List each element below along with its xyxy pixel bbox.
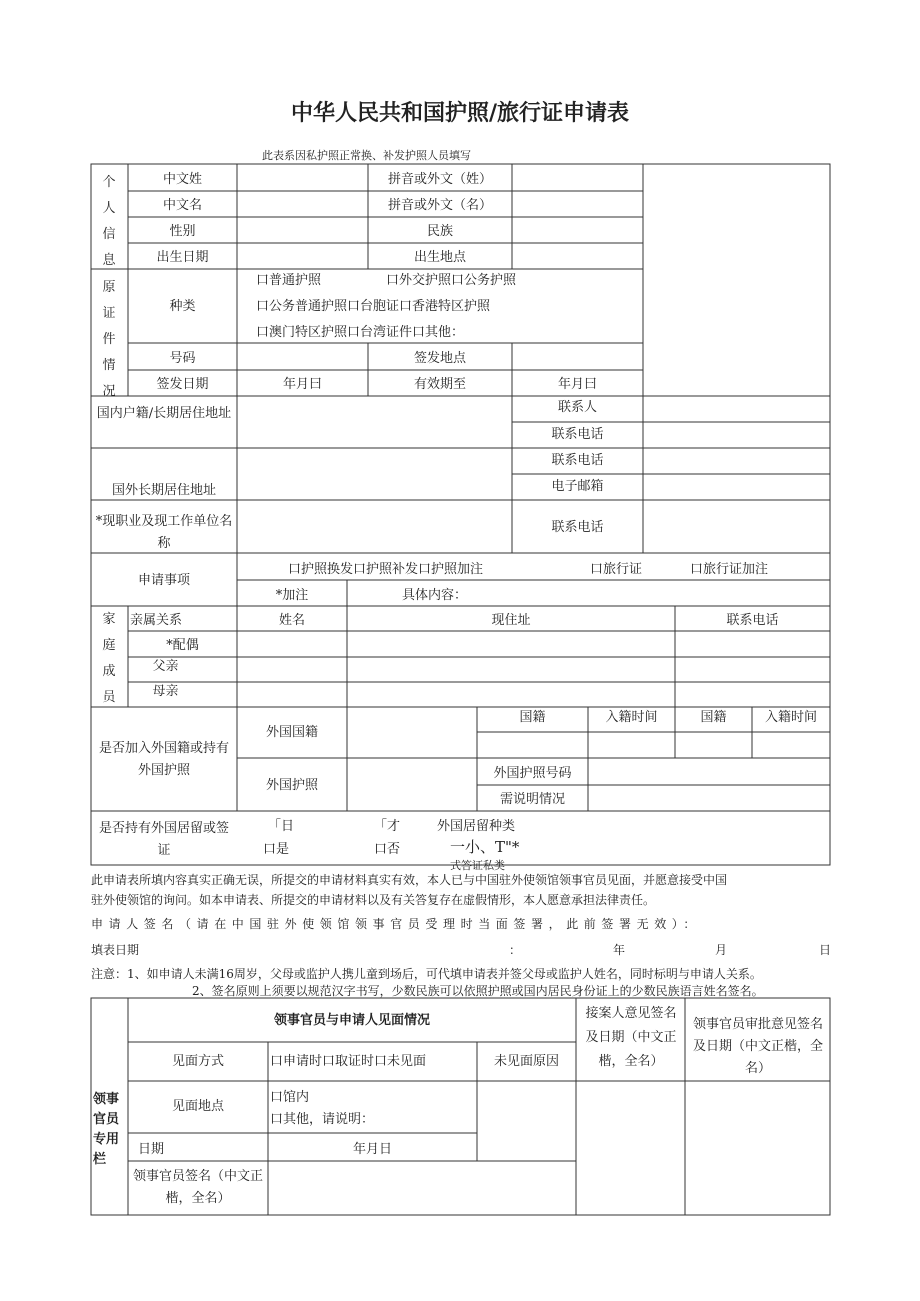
- ocr-misc: 一小、T"*: [450, 838, 520, 856]
- ocr-cut-text: 式答证私类: [450, 859, 505, 872]
- fill-date-day: 日: [819, 943, 832, 957]
- note-2: 2、签名原则上须要以规范汉字书写，少数民族可以依照护照或国内居民身份证上的少数民族语言姓名签名。: [192, 984, 764, 998]
- ocr-no-top: 「才: [374, 819, 401, 834]
- label-meet-place: 见面地点: [171, 1099, 224, 1114]
- residence-option-yes[interactable]: 口是: [263, 842, 290, 857]
- label-nationality-2: 国籍: [700, 710, 727, 725]
- form-subtitle: 此表系因私护照正常换、补发护照人员填写: [262, 149, 471, 162]
- label-family-name: 姓名: [278, 613, 305, 628]
- doc-type-option-diplomatic-service[interactable]: 口外交护照口公务护照: [386, 273, 517, 288]
- label-pinyin-surname: 拼音或外文（姓）: [387, 172, 492, 187]
- label-doc-number: 号码: [169, 351, 196, 366]
- label-endorse-content: 具体内容：: [402, 588, 468, 603]
- form-title: 中华人民共和国护照/旅行证申请表: [290, 101, 630, 126]
- label-residence-type: 外国居留种类: [437, 819, 516, 834]
- label-father: 父亲: [152, 659, 179, 674]
- label-work-phone: 联系电话: [551, 520, 604, 535]
- label-spouse: *配偶: [166, 638, 199, 653]
- label-family-address: 现住址: [491, 613, 531, 628]
- note-1: 注意：1、如申请人未满16周岁，父母或监护人携儿童到场后，可代填申请表并签父母或监护人姓名，同时标明与申请人关系。: [91, 967, 762, 981]
- label-application: 申请事项: [137, 573, 190, 588]
- label-official-date: 日期: [138, 1142, 165, 1157]
- residence-option-no[interactable]: 口否: [374, 842, 401, 857]
- declaration-date-line: [91, 940, 831, 960]
- declaration-signature-line: 申请人签名（请在中国驻外使领馆领事官员受理时当面签署，此前签署无效）：: [91, 917, 702, 931]
- label-birth-date: 出生日期: [156, 250, 209, 265]
- section-family-label: 家庭成员: [102, 612, 116, 705]
- label-meet-method: 见面方式: [171, 1054, 224, 1069]
- section-original-doc-label: 原证件情况: [102, 280, 116, 399]
- ocr-yes-top: 「日: [268, 819, 295, 834]
- official-date-ymd: 年月日: [352, 1142, 392, 1157]
- label-foreign-nationality-question: 是否加入外国籍或持有外国护照: [98, 741, 229, 778]
- label-endorse: *加注: [275, 588, 309, 603]
- label-birth-place: 出生地点: [413, 250, 466, 265]
- meet-place-option-other[interactable]: 口其他，请说明：: [270, 1112, 375, 1127]
- label-contact-person: 联系人: [557, 400, 597, 415]
- label-mother: 母亲: [152, 684, 179, 699]
- section-personal-label: 个人信息: [102, 175, 116, 268]
- application-option-travel-doc-endorse[interactable]: 口旅行证加注: [690, 562, 769, 577]
- label-relation: 亲属关系: [130, 613, 183, 628]
- label-work-unit: *现职业及现工作单位名称: [95, 514, 233, 551]
- label-issue-date: 签发日期: [156, 377, 209, 392]
- label-foreign-passport-no: 外国护照号码: [493, 766, 572, 781]
- label-nationality-1: 国籍: [519, 710, 546, 725]
- label-surname: 中文姓: [162, 172, 202, 187]
- fill-date-year: 年: [613, 943, 626, 957]
- label-valid-until: 有效期至: [413, 377, 466, 392]
- label-family-phone: 联系电话: [726, 613, 779, 628]
- fill-date-label: 填表日期: [91, 943, 140, 957]
- label-foreign-passport: 外国护照: [265, 778, 318, 793]
- fill-date-colon: ：: [509, 943, 522, 957]
- label-officer-sign: 领事官员签名（中文正楷，全名）: [132, 1169, 263, 1206]
- declaration-line-2: 驻外使领馆的询问。如本申请表、所提交的申请材料以及有关答复存在虚假情形，本人愿意承担法律责任。: [91, 893, 656, 907]
- official-meeting-header: 领事官员与申请人见面情况: [273, 1013, 430, 1028]
- section-official-label: 领事官员专用栏: [93, 1092, 120, 1167]
- label-naturalized-time-2: 入籍时间: [764, 710, 817, 725]
- application-option-travel-doc[interactable]: 口旅行证: [590, 562, 643, 577]
- valid-until-ymd: 年月曰: [557, 377, 597, 392]
- label-given-name: 中文名: [162, 198, 202, 213]
- meet-place-option-inside[interactable]: 口馆内: [270, 1090, 310, 1105]
- label-ethnicity: 民族: [426, 224, 453, 239]
- approver-opinion: 领事官员审批意见签名及日期（中文正楷，全名）: [692, 1017, 823, 1076]
- label-pinyin-given: 拼音或外文（名）: [387, 198, 492, 213]
- fill-date-month: 月: [715, 943, 728, 957]
- label-not-met-reason: 未见面原因: [493, 1054, 559, 1069]
- label-gender: 性别: [169, 224, 196, 239]
- doc-type-option-ordinary[interactable]: 口普通护照: [256, 273, 322, 288]
- doc-type-options-line2[interactable]: 口公务普通护照口台胞证口香港特区护照: [256, 299, 491, 314]
- label-doc-type: 种类: [169, 299, 196, 314]
- label-contact-phone-2: 联系电话: [551, 453, 604, 468]
- label-issue-place: 签发地点: [413, 351, 466, 366]
- declaration-line-1: 此申请表所填内容真实正确无误，所提交的申请材料真实有效，本人已与中国驻外使领馆领事官员见面，并愿意接受中国: [91, 873, 728, 887]
- label-explain: 需说明情况: [499, 792, 565, 807]
- doc-type-options-line3[interactable]: 口澳门特区护照口台湾证件口其他：: [256, 325, 465, 340]
- receiver-opinion: 接案人意见签名及日期（中文正楷，全名）: [585, 1006, 677, 1069]
- label-foreign-nationality: 外国国籍: [265, 725, 318, 740]
- label-email: 电子邮箱: [551, 479, 604, 494]
- application-options-passport[interactable]: 口护照换发口护照补发口护照加注: [288, 562, 484, 577]
- issue-date-ymd: 年月曰: [282, 377, 322, 392]
- label-overseas-address: 国外长期居住地址: [111, 483, 216, 498]
- meet-method-options[interactable]: 口申请时口取证时口未见面: [270, 1054, 427, 1069]
- label-contact-phone-1: 联系电话: [551, 427, 604, 442]
- label-domestic-address: 国内户籍/长期居住地址: [96, 406, 232, 421]
- label-residence-question: 是否持有外国居留或签证: [98, 821, 229, 858]
- label-naturalized-time-1: 入籍时间: [605, 710, 658, 725]
